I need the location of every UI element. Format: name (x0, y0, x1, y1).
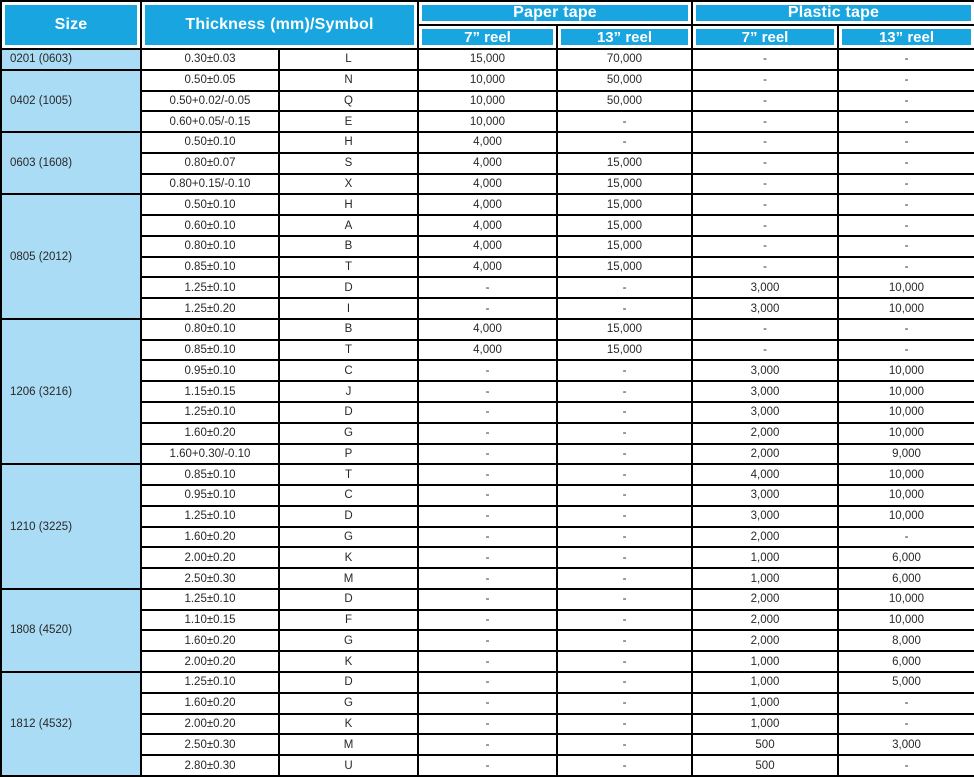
plastic-13-reel-cell: 6,000 (838, 568, 974, 589)
thickness-cell: 2.00±0.20 (141, 547, 279, 568)
thickness-cell: 1.25±0.10 (141, 506, 279, 527)
thickness-cell: 1.25±0.10 (141, 402, 279, 423)
paper-13-reel-cell: - (557, 485, 692, 506)
plastic-13-reel-cell: - (838, 194, 974, 215)
thickness-cell: 1.60±0.20 (141, 693, 279, 714)
table-row (1, 70, 974, 91)
thickness-cell: 0.80±0.10 (141, 319, 279, 340)
paper-7-reel-cell: - (418, 444, 557, 465)
paper-13-reel-cell: 50,000 (557, 91, 692, 112)
thickness-cell: 1.10±0.15 (141, 610, 279, 631)
size-cell: 0805 (2012) (1, 194, 141, 319)
plastic-7-reel-cell: 500 (692, 755, 838, 776)
table-row (1, 547, 974, 568)
table-body (1, 49, 974, 776)
table-row (1, 298, 974, 319)
paper-13-reel-cell: 15,000 (557, 257, 692, 278)
paper-7-reel-cell: - (418, 298, 557, 319)
plastic-13-reel-cell: 5,000 (838, 672, 974, 693)
plastic-13-reel-cell: - (838, 236, 974, 257)
thickness-cell: 0.85±0.10 (141, 464, 279, 485)
table-row (1, 485, 974, 506)
paper-7-reel-cell: 4,000 (418, 194, 557, 215)
plastic-7-reel-cell: - (692, 49, 838, 70)
symbol-cell: E (279, 111, 418, 132)
plastic-7-reel-cell: 2,000 (692, 444, 838, 465)
table-row (1, 381, 974, 402)
table-row (1, 444, 974, 465)
thickness-cell: 0.50±0.05 (141, 70, 279, 91)
size-cell: 1812 (4532) (1, 672, 141, 776)
paper-13-reel-cell: - (557, 527, 692, 548)
paper-13-reel-cell: - (557, 111, 692, 132)
paper-7-reel-cell: - (418, 630, 557, 651)
table-row (1, 527, 974, 548)
thickness-cell: 0.80±0.10 (141, 236, 279, 257)
thickness-cell: 1.60±0.20 (141, 423, 279, 444)
paper-7-reel-cell: 10,000 (418, 91, 557, 112)
plastic-7-reel-cell: 2,000 (692, 527, 838, 548)
paper-7-reel-cell: - (418, 568, 557, 589)
symbol-cell: T (279, 464, 418, 485)
table-row (1, 464, 974, 485)
size-cell: 0402 (1005) (1, 70, 141, 132)
table-row (1, 174, 974, 195)
table-row (1, 610, 974, 631)
header-paper-tape: Paper tape (418, 1, 692, 25)
paper-13-reel-cell: 70,000 (557, 49, 692, 70)
paper-7-reel-cell: - (418, 485, 557, 506)
header-thickness-symbol: Thickness (mm)/Symbol (141, 1, 418, 49)
paper-7-reel-cell: - (418, 547, 557, 568)
plastic-13-reel-cell: 3,000 (838, 734, 974, 755)
paper-7-reel-cell: - (418, 714, 557, 735)
paper-7-reel-cell: - (418, 651, 557, 672)
size-cell: 0603 (1608) (1, 132, 141, 194)
plastic-7-reel-cell: 2,000 (692, 630, 838, 651)
plastic-13-reel-cell: - (838, 91, 974, 112)
paper-13-reel-cell: - (557, 506, 692, 527)
plastic-13-reel-cell: - (838, 693, 974, 714)
paper-13-reel-cell: - (557, 734, 692, 755)
plastic-7-reel-cell: 3,000 (692, 298, 838, 319)
table-row (1, 257, 974, 278)
paper-13-reel-cell: - (557, 547, 692, 568)
table-row (1, 49, 974, 70)
plastic-7-reel-cell: - (692, 340, 838, 361)
table-row (1, 277, 974, 298)
plastic-13-reel-cell: - (838, 111, 974, 132)
plastic-13-reel-cell: 10,000 (838, 423, 974, 444)
paper-7-reel-cell: - (418, 734, 557, 755)
paper-13-reel-cell: - (557, 360, 692, 381)
plastic-13-reel-cell: 10,000 (838, 485, 974, 506)
thickness-cell: 1.25±0.20 (141, 298, 279, 319)
paper-7-reel-cell: 10,000 (418, 111, 557, 132)
plastic-7-reel-cell: 1,000 (692, 714, 838, 735)
paper-13-reel-cell: - (557, 402, 692, 423)
plastic-13-reel-cell: - (838, 49, 974, 70)
thickness-cell: 2.00±0.20 (141, 651, 279, 672)
paper-13-reel-cell: - (557, 277, 692, 298)
symbol-cell: F (279, 610, 418, 631)
thickness-cell: 2.00±0.20 (141, 714, 279, 735)
plastic-7-reel-cell: 1,000 (692, 547, 838, 568)
symbol-cell: J (279, 381, 418, 402)
header-plastic-7-reel: 7” reel (692, 25, 838, 49)
table-row (1, 153, 974, 174)
table-row (1, 755, 974, 776)
header-paper-7-reel: 7” reel (418, 25, 557, 49)
symbol-cell: G (279, 693, 418, 714)
plastic-13-reel-cell: - (838, 215, 974, 236)
plastic-7-reel-cell: - (692, 70, 838, 91)
paper-13-reel-cell: - (557, 568, 692, 589)
table-row (1, 651, 974, 672)
symbol-cell: H (279, 132, 418, 153)
paper-13-reel-cell: - (557, 132, 692, 153)
plastic-7-reel-cell: 4,000 (692, 464, 838, 485)
paper-13-reel-cell: - (557, 610, 692, 631)
table-row (1, 360, 974, 381)
paper-13-reel-cell: - (557, 672, 692, 693)
paper-13-reel-cell: 15,000 (557, 153, 692, 174)
plastic-7-reel-cell: - (692, 215, 838, 236)
plastic-13-reel-cell: - (838, 319, 974, 340)
table-row (1, 340, 974, 361)
paper-13-reel-cell: - (557, 651, 692, 672)
paper-13-reel-cell: - (557, 630, 692, 651)
thickness-cell: 0.95±0.10 (141, 360, 279, 381)
symbol-cell: C (279, 485, 418, 506)
paper-7-reel-cell: - (418, 402, 557, 423)
table-row (1, 672, 974, 693)
symbol-cell: M (279, 568, 418, 589)
paper-7-reel-cell: - (418, 693, 557, 714)
plastic-7-reel-cell: - (692, 91, 838, 112)
thickness-cell: 0.50±0.10 (141, 132, 279, 153)
symbol-cell: N (279, 70, 418, 91)
plastic-7-reel-cell: 3,000 (692, 360, 838, 381)
table-row (1, 194, 974, 215)
plastic-13-reel-cell: 10,000 (838, 589, 974, 610)
size-cell: 1210 (3225) (1, 464, 141, 589)
thickness-cell: 1.25±0.10 (141, 589, 279, 610)
plastic-13-reel-cell: - (838, 755, 974, 776)
size-cell: 0201 (0603) (1, 49, 141, 70)
table-header (1, 1, 974, 49)
plastic-13-reel-cell: - (838, 174, 974, 195)
plastic-7-reel-cell: 3,000 (692, 402, 838, 423)
thickness-cell: 2.50±0.30 (141, 734, 279, 755)
paper-7-reel-cell: 4,000 (418, 257, 557, 278)
paper-13-reel-cell: 15,000 (557, 174, 692, 195)
plastic-13-reel-cell: 10,000 (838, 381, 974, 402)
paper-13-reel-cell: - (557, 755, 692, 776)
symbol-cell: D (279, 672, 418, 693)
plastic-13-reel-cell: - (838, 153, 974, 174)
paper-13-reel-cell: 15,000 (557, 319, 692, 340)
paper-13-reel-cell: 15,000 (557, 215, 692, 236)
paper-7-reel-cell: 4,000 (418, 319, 557, 340)
paper-7-reel-cell: - (418, 527, 557, 548)
symbol-cell: I (279, 298, 418, 319)
paper-13-reel-cell: - (557, 298, 692, 319)
symbol-cell: D (279, 589, 418, 610)
symbol-cell: G (279, 423, 418, 444)
thickness-cell: 0.80+0.15/-0.10 (141, 174, 279, 195)
paper-7-reel-cell: 4,000 (418, 215, 557, 236)
paper-13-reel-cell: - (557, 423, 692, 444)
plastic-13-reel-cell: - (838, 70, 974, 91)
thickness-cell: 0.30±0.03 (141, 49, 279, 70)
table-row (1, 402, 974, 423)
symbol-cell: A (279, 215, 418, 236)
plastic-13-reel-cell: - (838, 340, 974, 361)
plastic-13-reel-cell: 10,000 (838, 360, 974, 381)
symbol-cell: D (279, 506, 418, 527)
plastic-7-reel-cell: - (692, 236, 838, 257)
paper-7-reel-cell: - (418, 464, 557, 485)
table-row (1, 693, 974, 714)
symbol-cell: M (279, 734, 418, 755)
paper-7-reel-cell: 4,000 (418, 132, 557, 153)
table-row (1, 132, 974, 153)
symbol-cell: D (279, 277, 418, 298)
plastic-7-reel-cell: 3,000 (692, 506, 838, 527)
thickness-cell: 1.25±0.10 (141, 277, 279, 298)
symbol-cell: C (279, 360, 418, 381)
plastic-7-reel-cell: - (692, 257, 838, 278)
plastic-7-reel-cell: 2,000 (692, 610, 838, 631)
paper-13-reel-cell: - (557, 444, 692, 465)
plastic-13-reel-cell: 6,000 (838, 547, 974, 568)
header-plastic-tape: Plastic tape (692, 1, 974, 25)
plastic-7-reel-cell: 2,000 (692, 589, 838, 610)
symbol-cell: B (279, 319, 418, 340)
paper-13-reel-cell: 15,000 (557, 194, 692, 215)
thickness-cell: 1.60±0.20 (141, 630, 279, 651)
symbol-cell: G (279, 630, 418, 651)
plastic-7-reel-cell: 1,000 (692, 672, 838, 693)
paper-7-reel-cell: - (418, 610, 557, 631)
thickness-cell: 2.50±0.30 (141, 568, 279, 589)
header-plastic-13-reel: 13” reel (838, 25, 974, 49)
plastic-7-reel-cell: - (692, 111, 838, 132)
paper-7-reel-cell: 4,000 (418, 174, 557, 195)
plastic-13-reel-cell: 6,000 (838, 651, 974, 672)
thickness-cell: 1.60±0.20 (141, 527, 279, 548)
paper-13-reel-cell: 15,000 (557, 236, 692, 257)
plastic-7-reel-cell: 3,000 (692, 381, 838, 402)
size-cell: 1206 (3216) (1, 319, 141, 464)
plastic-13-reel-cell: 9,000 (838, 444, 974, 465)
thickness-cell: 1.60+0.30/-0.10 (141, 444, 279, 465)
paper-7-reel-cell: 15,000 (418, 49, 557, 70)
plastic-13-reel-cell: 8,000 (838, 630, 974, 651)
paper-7-reel-cell: 4,000 (418, 153, 557, 174)
plastic-7-reel-cell: - (692, 153, 838, 174)
paper-13-reel-cell: - (557, 464, 692, 485)
thickness-cell: 0.60+0.05/-0.15 (141, 111, 279, 132)
paper-13-reel-cell: - (557, 589, 692, 610)
table-row (1, 568, 974, 589)
table-row (1, 734, 974, 755)
symbol-cell: K (279, 714, 418, 735)
paper-7-reel-cell: - (418, 589, 557, 610)
header-row-1 (1, 1, 974, 25)
plastic-7-reel-cell: - (692, 194, 838, 215)
plastic-13-reel-cell: - (838, 527, 974, 548)
symbol-cell: L (279, 49, 418, 70)
size-cell: 1808 (4520) (1, 589, 141, 672)
plastic-7-reel-cell: 1,000 (692, 651, 838, 672)
plastic-13-reel-cell: - (838, 714, 974, 735)
table-row (1, 111, 974, 132)
plastic-7-reel-cell: 1,000 (692, 693, 838, 714)
plastic-7-reel-cell: - (692, 319, 838, 340)
paper-7-reel-cell: - (418, 381, 557, 402)
symbol-cell: X (279, 174, 418, 195)
table-row (1, 589, 974, 610)
thickness-cell: 1.25±0.10 (141, 672, 279, 693)
symbol-cell: G (279, 527, 418, 548)
table-row (1, 91, 974, 112)
paper-13-reel-cell: - (557, 381, 692, 402)
plastic-13-reel-cell: 10,000 (838, 402, 974, 423)
plastic-13-reel-cell: 10,000 (838, 506, 974, 527)
symbol-cell: B (279, 236, 418, 257)
paper-7-reel-cell: - (418, 277, 557, 298)
thickness-cell: 0.50+0.02/-0.05 (141, 91, 279, 112)
table-row (1, 215, 974, 236)
plastic-13-reel-cell: 10,000 (838, 277, 974, 298)
symbol-cell: S (279, 153, 418, 174)
paper-13-reel-cell: - (557, 693, 692, 714)
table-row (1, 423, 974, 444)
paper-13-reel-cell: 15,000 (557, 340, 692, 361)
symbol-cell: T (279, 340, 418, 361)
header-paper-13-reel: 13” reel (557, 25, 692, 49)
plastic-7-reel-cell: 3,000 (692, 485, 838, 506)
paper-7-reel-cell: - (418, 423, 557, 444)
symbol-cell: Q (279, 91, 418, 112)
plastic-7-reel-cell: 500 (692, 734, 838, 755)
thickness-cell: 0.60±0.10 (141, 215, 279, 236)
paper-7-reel-cell: - (418, 360, 557, 381)
plastic-13-reel-cell: 10,000 (838, 464, 974, 485)
thickness-cell: 0.85±0.10 (141, 257, 279, 278)
header-size: Size (1, 1, 141, 49)
symbol-cell: K (279, 547, 418, 568)
symbol-cell: U (279, 755, 418, 776)
thickness-cell: 0.50±0.10 (141, 194, 279, 215)
plastic-7-reel-cell: 2,000 (692, 423, 838, 444)
paper-7-reel-cell: - (418, 506, 557, 527)
symbol-cell: H (279, 194, 418, 215)
thickness-cell: 2.80±0.30 (141, 755, 279, 776)
plastic-7-reel-cell: 1,000 (692, 568, 838, 589)
plastic-13-reel-cell: 10,000 (838, 298, 974, 319)
symbol-cell: K (279, 651, 418, 672)
table-row (1, 506, 974, 527)
plastic-13-reel-cell: 10,000 (838, 610, 974, 631)
thickness-cell: 0.80±0.07 (141, 153, 279, 174)
table-row (1, 319, 974, 340)
symbol-cell: P (279, 444, 418, 465)
plastic-7-reel-cell: - (692, 174, 838, 195)
plastic-7-reel-cell: 3,000 (692, 277, 838, 298)
plastic-7-reel-cell: - (692, 132, 838, 153)
paper-13-reel-cell: - (557, 714, 692, 735)
thickness-cell: 0.95±0.10 (141, 485, 279, 506)
table-row (1, 630, 974, 651)
thickness-cell: 0.85±0.10 (141, 340, 279, 361)
symbol-cell: D (279, 402, 418, 423)
symbol-cell: T (279, 257, 418, 278)
plastic-13-reel-cell: - (838, 132, 974, 153)
paper-13-reel-cell: 50,000 (557, 70, 692, 91)
plastic-13-reel-cell: - (838, 257, 974, 278)
paper-7-reel-cell: - (418, 672, 557, 693)
table-row (1, 236, 974, 257)
paper-7-reel-cell: 4,000 (418, 340, 557, 361)
paper-7-reel-cell: 10,000 (418, 70, 557, 91)
thickness-cell: 1.15±0.15 (141, 381, 279, 402)
table-row (1, 714, 974, 735)
paper-7-reel-cell: 4,000 (418, 236, 557, 257)
paper-7-reel-cell: - (418, 755, 557, 776)
